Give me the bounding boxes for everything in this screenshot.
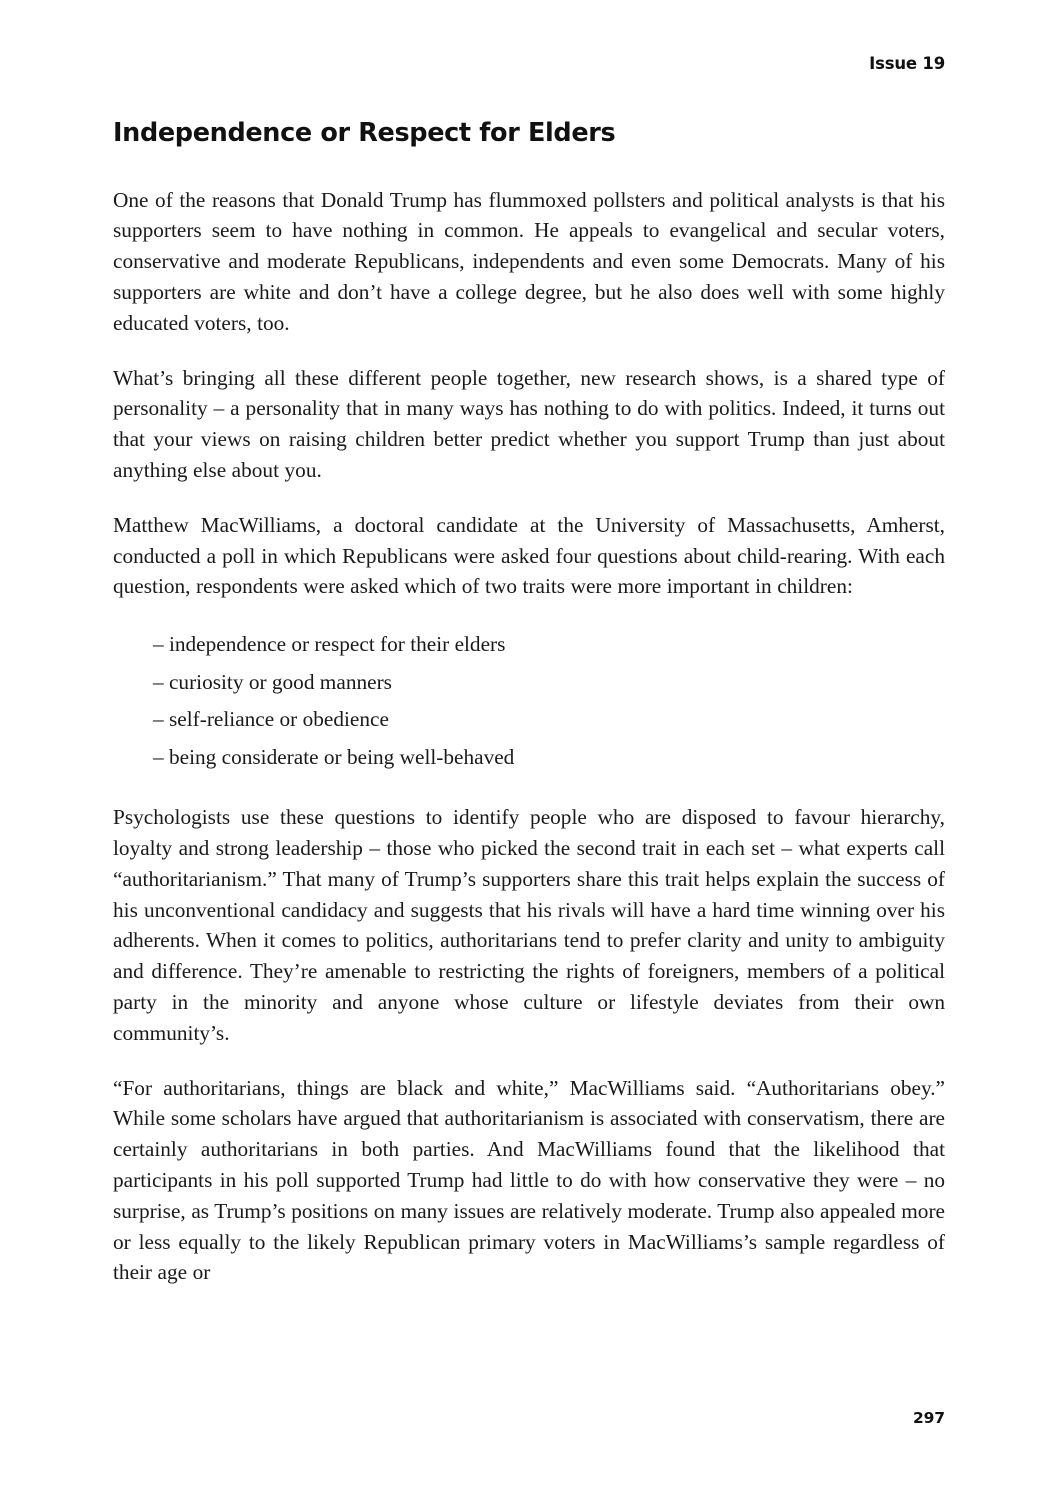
body-paragraph-3: Matthew MacWilliams, a doctoral candidate at the University of Massachusetts, Amherst, conducted a poll in which Republicans were asked four questions about child-rearing. With each question, respondents were asked which of two traits were more important in children: <box>113 512 945 599</box>
list-item: – self-reliance or obedience <box>153 707 389 732</box>
article-content <box>113 118 945 1288</box>
trait-list <box>113 626 945 776</box>
running-head-issue: Issue 19 <box>869 54 945 73</box>
list-item: – being considerate or being well-behaved <box>153 744 515 769</box>
page-title: Independence or Respect for Elders <box>113 118 616 148</box>
page-number: 297 <box>912 1409 945 1427</box>
body-paragraph-4: Psychologists use these questions to identify people who are disposed to favour hierarchy, loyalty and strong leadership – those who picked the second trait in each set – what experts call “authoritarianism.” That many of Trump’s supporters share this trait helps explain the success of his unconventional candidacy and suggests that his rivals will have a hard time winning over his adherents. When it comes to politics, authoritarians tend to prefer clarity and unity to ambiguity and difference. They’re amenable to restricting the rights of foreigners, members of a political party in the minority and anyone whose culture or lifestyle deviates from their own community’s. <box>113 805 945 1045</box>
body-paragraph-5: “For authoritarians, things are black and white,” MacWilliams said. “Authoritarians obey.” While some scholars have argued that authoritarianism is associated with conservatism, there are certainly authoritarians in both parties. And MacWilliams found that the likelihood that participants in his poll supported Trump had little to do with how conservative they were – no surprise, as Trump’s positions on many issues are relatively moderate. Trump also appealed more or less equally to the likely Republican primary voters in MacWilliams’s sample regardless of their age or <box>113 1075 945 1285</box>
list-item: – curiosity or good manners <box>153 669 392 694</box>
list-item: – independence or respect for their elders <box>153 632 506 657</box>
body-paragraph-1: One of the reasons that Donald Trump has flummoxed pollsters and political analysts is that his supporters seem to have nothing in common. He appeals to evangelical and secular voters, conservative and moderate Republicans, independents and even some Democrats. Many of his supporters are white and don’t have a college degree, but he also does well with some highly educated voters, too. <box>113 187 945 335</box>
body-paragraph-2: What’s bringing all these different people together, new research shows, is a shared type of personality – a personality that in many ways has nothing to do with politics. Indeed, it turns out that your views on raising children better predict whether you support Trump than just about anything else about you. <box>113 365 945 482</box>
